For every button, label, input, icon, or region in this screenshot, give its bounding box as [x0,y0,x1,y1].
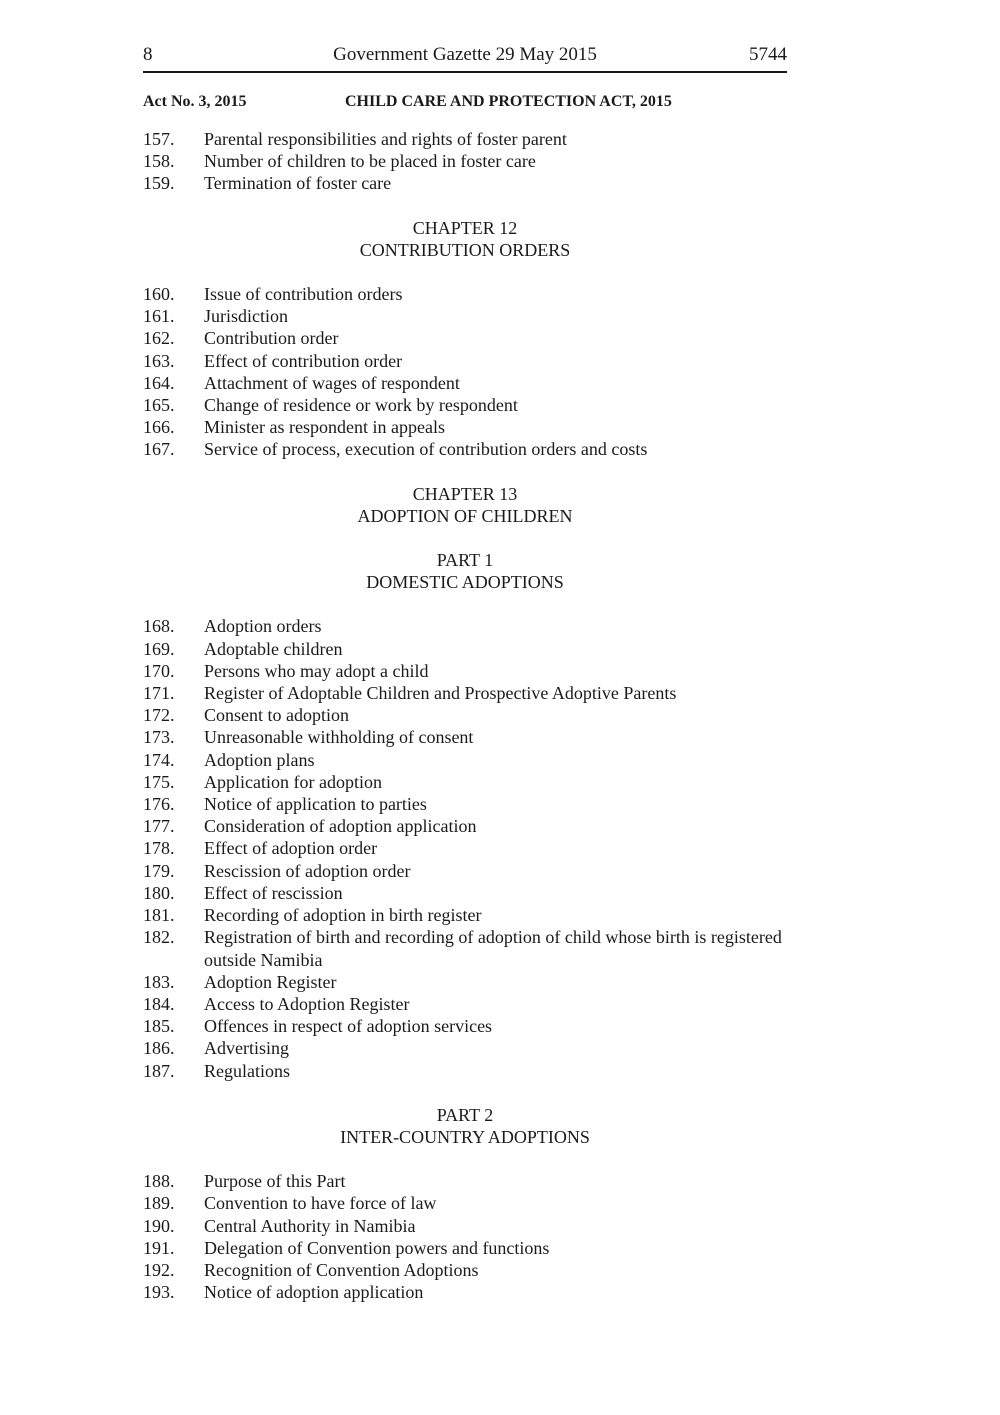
section-number: 164. [143,372,175,393]
toc-entry [143,971,793,993]
toc-entry [143,1192,793,1214]
division-title: DOMESTIC ADOPTIONS [366,572,564,593]
section-number: 193. [143,1282,175,1303]
toc-entry [143,327,793,349]
section-number: 181. [143,905,175,926]
toc-entry [143,815,793,837]
section-number: 175. [143,771,175,792]
division-title: CONTRIBUTION ORDERS [359,239,571,260]
section-title: Issue of contribution orders [204,284,403,305]
toc-entry [143,305,793,327]
section-number: 192. [143,1259,175,1280]
spacer [143,1148,793,1170]
gazette-title: Government Gazette 29 May 2015 [333,44,597,65]
toc-entry [143,704,793,726]
section-title: Central Authority in Namibia [204,1215,416,1236]
section-title: Rescission of adoption order [204,860,411,881]
toc-entry [143,904,793,926]
division-title: INTER-COUNTRY ADOPTIONS [340,1126,590,1147]
section-title: Effect of rescission [204,882,343,903]
spacer [143,527,793,549]
section-title: Effect of contribution order [204,350,403,371]
spacer [143,593,793,615]
toc-entry [143,372,793,394]
section-number: 176. [143,794,175,815]
section-number: 187. [143,1060,175,1081]
section-title: Persons who may adopt a child [204,660,429,681]
toc-entry [143,1215,793,1237]
toc-entry [143,1170,793,1192]
section-number: 178. [143,838,175,859]
act-title: CHILD CARE AND PROTECTION ACT, 2015 [345,93,672,110]
section-number: 185. [143,1016,175,1037]
section-number: 163. [143,350,175,371]
section-title: Adoption plans [204,749,315,770]
section-title: Recognition of Convention Adoptions [204,1259,479,1280]
section-number: 189. [143,1193,175,1214]
section-title: Attachment of wages of respondent [204,372,460,393]
section-number: 161. [143,306,175,327]
spacer [143,195,793,217]
division-title: ADOPTION OF CHILDREN [357,505,573,526]
toc-entry [143,682,793,704]
section-title: Jurisdiction [204,306,288,327]
section-number: 172. [143,705,175,726]
toc-entry [143,1237,793,1259]
division-heading: PART 1 [436,550,494,571]
section-title: Consideration of adoption application [204,816,477,837]
section-number: 190. [143,1215,175,1236]
toc-entry [143,150,793,172]
table-of-contents [143,128,793,1303]
toc-entry [143,1037,793,1059]
section-number: 180. [143,882,175,903]
section-number: 169. [143,638,175,659]
section-number: 160. [143,284,175,305]
section-number: 162. [143,328,175,349]
toc-entry [143,1281,793,1303]
section-number: 165. [143,395,175,416]
toc-entry [143,1015,793,1037]
section-title: Change of residence or work by respondent [204,395,518,416]
toc-entry [143,638,793,660]
section-title: Number of children to be placed in foster care [204,151,536,172]
page-number: 8 [143,44,153,65]
toc-entry [143,926,793,970]
toc-entry [143,837,793,859]
toc-entry [143,771,793,793]
section-title: Adoption orders [204,616,322,637]
section-title: Purpose of this Part [204,1171,346,1192]
section-title: Regulations [204,1060,290,1081]
section-title: Register of Adoptable Children and Prospective Adoptive Parents [204,683,677,704]
section-title: Termination of foster care [204,173,392,194]
section-number: 173. [143,727,175,748]
section-number: 171. [143,683,175,704]
toc-entry [143,860,793,882]
section-number: 186. [143,1038,175,1059]
header-rule [143,71,787,73]
toc-entry [143,438,793,460]
section-number: 158. [143,151,175,172]
division-heading: PART 2 [436,1104,494,1125]
toc-entry [143,283,793,305]
spacer [143,261,793,283]
section-title: Notice of adoption application [204,1282,424,1303]
section-title: Consent to adoption [204,705,349,726]
section-number: 174. [143,749,175,770]
section-title: Access to Adoption Register [204,993,410,1014]
section-number: 157. [143,129,175,149]
page-header [143,44,787,72]
section-title: Offences in respect of adoption services [204,1016,493,1037]
section-title: Advertising [204,1038,289,1059]
spacer [143,1082,793,1104]
section-title: Registration of birth and recording of adoption of child whose birth is registered outside Namibia [204,927,782,970]
toc-entry [143,128,793,150]
toc-entry [143,615,793,637]
section-title: Application for adoption [204,771,382,792]
section-number: 188. [143,1171,175,1192]
section-number: 168. [143,616,175,637]
section-number: 191. [143,1237,175,1258]
section-title: Convention to have force of law [204,1193,437,1214]
section-number: 177. [143,816,175,837]
section-number: 183. [143,971,175,992]
division-heading: CHAPTER 12 [412,217,518,238]
section-title: Contribution order [204,328,339,349]
toc-entry [143,172,793,194]
gazette-number: 5744 [749,44,787,65]
spacer [143,461,793,483]
toc-entry [143,660,793,682]
section-number: 166. [143,417,175,438]
section-title: Effect of adoption order [204,838,378,859]
section-title: Service of process, execution of contribution orders and costs [204,439,648,460]
section-number: 167. [143,439,175,460]
toc-entry [143,993,793,1015]
toc-entry [143,350,793,372]
section-title: Adoption Register [204,971,337,992]
toc-entry [143,394,793,416]
section-title: Adoptable children [204,638,343,659]
section-title: Unreasonable withholding of consent [204,727,474,748]
section-number: 182. [143,927,175,948]
toc-entry [143,416,793,438]
section-number: 179. [143,860,175,881]
section-number: 159. [143,173,175,194]
toc-entry [143,882,793,904]
section-title: Recording of adoption in birth register [204,905,482,926]
section-title: Minister as respondent in appeals [204,417,445,438]
toc-entry [143,749,793,771]
division-heading: CHAPTER 13 [412,483,518,504]
section-title: Delegation of Convention powers and functions [204,1237,550,1258]
section-number: 184. [143,993,175,1014]
act-number: Act No. 3, 2015 [143,93,247,110]
toc-entry [143,1060,793,1082]
toc-entry [143,793,793,815]
toc-entry [143,726,793,748]
section-number: 170. [143,660,175,681]
section-title: Parental responsibilities and rights of foster parent [204,129,567,149]
section-title: Notice of application to parties [204,794,427,815]
toc-entry [143,1259,793,1281]
